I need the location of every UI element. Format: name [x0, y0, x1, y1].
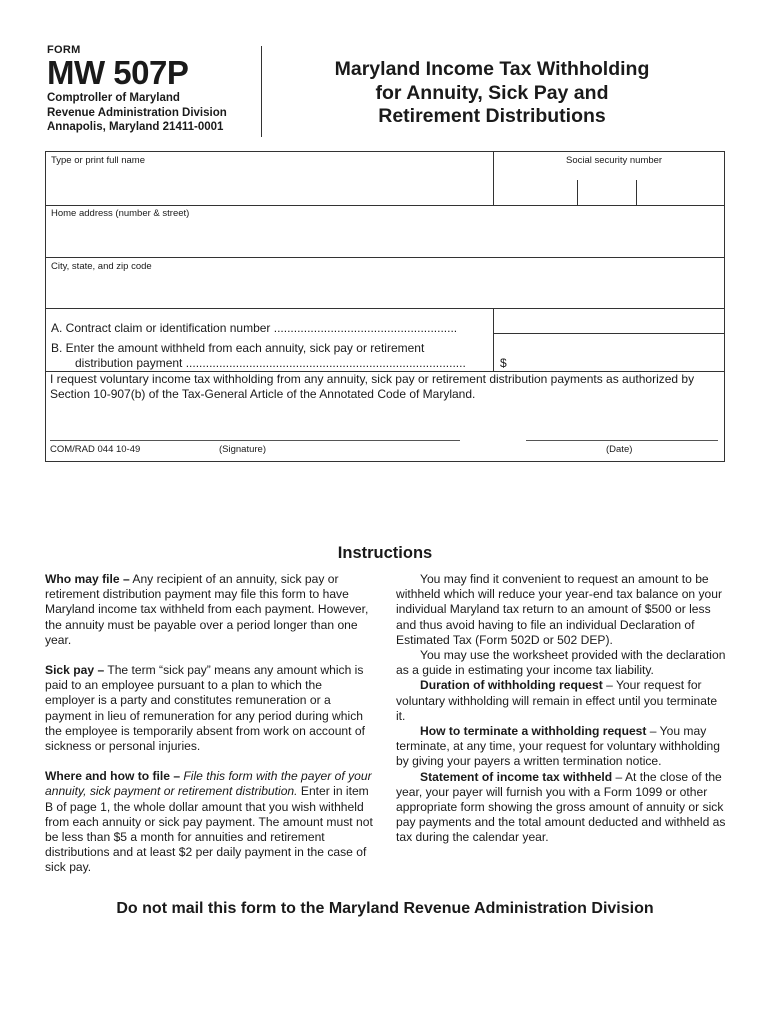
form-number: MW 507P [47, 54, 189, 91]
form-title [262, 58, 722, 129]
ssn-divider [577, 180, 578, 205]
agency-line: Annapolis, Maryland 21411-0001 [47, 121, 224, 133]
contract-claim-input[interactable] [494, 309, 724, 333]
signature-line[interactable] [50, 440, 460, 441]
where-to-file-italic: File this form with the payer of your annuity, sick payment or retirement distribution. [45, 769, 372, 799]
duration-heading: Duration of withholding request [420, 678, 603, 693]
do-not-mail-notice: Do not mail this form to the Maryland Revenue Administration Division [116, 900, 654, 917]
divider [46, 257, 724, 258]
title-line: Maryland Income Tax Withholding [334, 58, 650, 80]
home-address-field[interactable]: Home address (number & street) [51, 208, 190, 219]
instructions-left-column [45, 572, 375, 876]
agency-line: Revenue Administration Division [47, 106, 227, 119]
where-to-file-text: Enter in item B of page 1, the whole dollar amount that you wish withheld from each annuity or sick pay payment. The amount must not be less than $5 a month for annuities and retirement distributions and at least $2 per daily payment in the case of sick pay. [45, 784, 373, 875]
title-line: for Annuity, Sick Pay and [375, 81, 609, 104]
date-line[interactable] [526, 440, 718, 441]
terminate-paragraph [396, 724, 726, 770]
city-state-zip-field[interactable]: City, state, and zip code [51, 261, 152, 272]
sick-pay-paragraph [45, 663, 375, 754]
form-code: COM/RAD 044 10-49 [50, 444, 141, 455]
title-line: Retirement Distributions [378, 105, 606, 127]
signature-label: (Signature) [219, 444, 266, 455]
where-to-file-heading: Where and how to file – [45, 769, 181, 784]
contract-claim-label: A. Contract claim or identification number ....................................................... [51, 321, 458, 335]
ssn-field[interactable]: Social security number [566, 155, 663, 166]
form-header [47, 44, 262, 135]
statement-heading: Statement of income tax withheld [420, 769, 613, 784]
divider [493, 333, 724, 334]
sick-pay-text: The term “sick pay” means any amount which is paid to an employee pursuant to a plan to which the employer is a party and constitutes remuneration or a payment in lieu of remuneration for any period during which the employee is temporarily absent from work on account of sickness or personal injuries. [45, 663, 365, 754]
statement-text: – At the close of the year, your payer will furnish you with a Form 1099 or other appropriate form showing the gross amount of annuity or sick pay payments and the total amount deducted and withheld as tax during the calendar year. [396, 769, 726, 845]
terminate-text: – You may terminate, at any time, your request for voluntary withholding by giving your payers a written termination notice. [396, 724, 721, 769]
withholding-request-statement: I request voluntary income tax withholding from any annuity, sick pay or retirement distribution payments as authorized by Section 10-907(b) of the Tax-General Article of the Annotated Code of Maryland. [50, 372, 695, 401]
convenient-paragraph: You may find it convenient to request an amount to be withheld which will reduce your year-end tax balance on your individual Maryland tax return to an amount of $500 or less and thus avoid having to file an individual Declaration of Estimated Tax (Form 502D or 502 DEP). [396, 572, 723, 647]
amount-withheld-label-cont: distribution payment .................................................................................... [75, 356, 466, 370]
duration-paragraph [396, 678, 726, 724]
date-label: (Date) [606, 444, 633, 455]
sick-pay-heading: Sick pay – [45, 663, 105, 678]
who-may-file-text: Any recipient of an annuity, sick pay or retirement distribution payment may file this form to have Maryland income tax withheld from each payment. However, the annuity must be payable over a period longer than one year. [45, 572, 369, 647]
where-to-file-paragraph [45, 769, 375, 875]
terminate-heading: How to terminate a withholding request [420, 724, 647, 739]
instructions-heading: Instructions [337, 544, 433, 562]
ssn-divider [636, 180, 637, 205]
statement-paragraph [396, 770, 726, 846]
divider [493, 152, 494, 205]
amount-withheld-input[interactable]: $ [500, 356, 507, 370]
instructions-right-column [396, 572, 726, 846]
form-word: FORM [47, 44, 81, 56]
agency-address [47, 91, 262, 135]
who-may-file-paragraph [45, 572, 375, 648]
agency-line: Comptroller of Maryland [47, 92, 180, 104]
duration-text: – Your request for voluntary withholding will remain in effect until you terminate it. [396, 678, 718, 723]
who-may-file-heading: Who may file – [45, 572, 130, 586]
full-name-field[interactable]: Type or print full name [51, 155, 145, 166]
worksheet-paragraph: You may use the worksheet provided with the declaration as a guide in estimating your income tax liability. [396, 648, 726, 678]
form-fields-box [45, 151, 725, 462]
amount-withheld-label: B. Enter the amount withheld from each annuity, sick pay or retirement [51, 341, 425, 355]
divider [46, 205, 724, 206]
